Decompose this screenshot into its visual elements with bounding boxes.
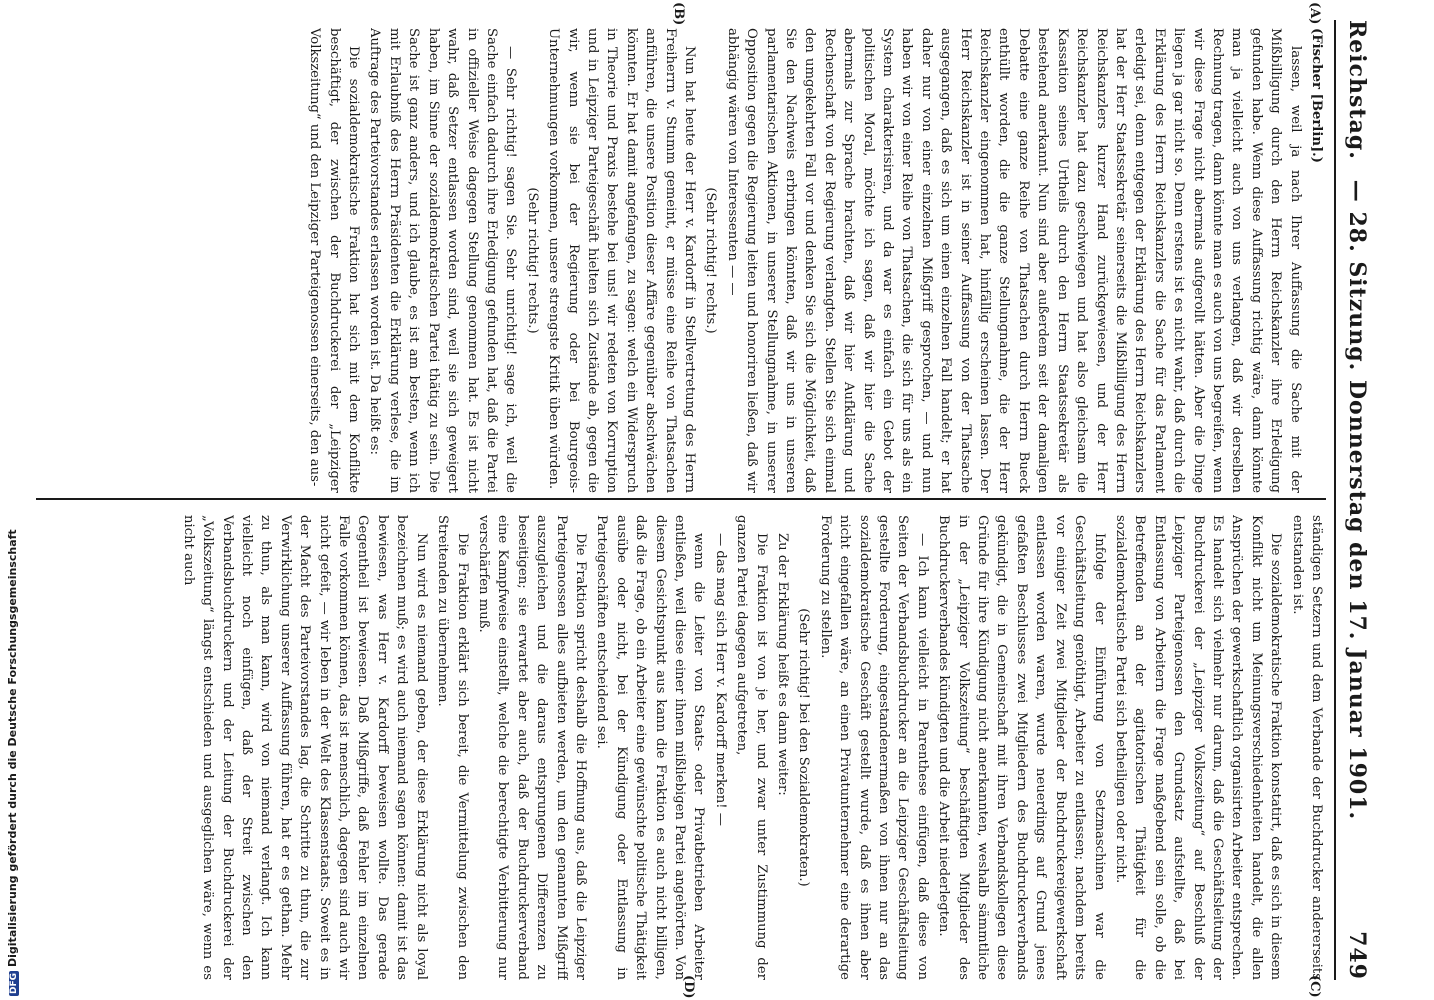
speaker-name: (Fischer [Berlin].) (1309, 28, 1324, 163)
quoted-paragraph: wenn die Leiter von Staats- oder Privatbetrieben Arbeiter entließen, weil diese einer ihnen mißliebigen Partei angehörten. Von diesem Gesichtspunkt aus kann die Fraktion es auch nicht billigen, daß die Frage, ob ein Arbeiter eine gewünschte politische Thätigkeit ausübe oder nicht, bei der Kündigung oder Entlassung in Parteigeschäften entscheidend sei. (594, 515, 707, 980)
body-paragraph: lassen, weil ja nach Ihrer Auffassung die Sache mit der Mißbilligung durch den Herrn Reichskanzler ihre Erledigung gefunden habe. Wenn diese Auffassung richtig wäre, dann könnte man ja vielleicht auch von uns verlangen, daß wir derselben Rechnung tragen, dann könnte man es auch von uns begreifen, wenn wir diese Frage nicht abermals aufgerollt hätten. Aber die Dinge liegen ja gar nicht so. Denn erstens ist es nicht wahr, daß durch die Erklärung des Herrn Reichskanzlers die Sache für das Parlament erledigt sei, denn entgegen der Erklärung des Herrn Reichskanzlers hat der Herr Staatssekretär seinerseits die Mißbilligung des Herrn Reichskanzlers kurzer Hand zurückgewiesen, und der Herr Reichskanzler hat dazu geschwiegen und hat also gleichsam die Kassation seines Urtheils durch den Herrn Staatssekretär als bestehend anerkannt. Nun sind aber außerdem seit der damaligen Debatte eine ganze Reihe von Thatsachen durch Herrn Bueck enthüllt worden, die die ganze Stellungnahme, die der Herr Reichskanzler eingenommen hat, hinfällig erscheinen lassen. Der Herr Reichskanzler ist in seiner Auffassung von der Thatsache ausgegangen, daß es sich um einen einzelnen Fall handelt; er hat daher nur von einer einzelnen Mißgriff gesprochen, — und nun haben wir von einer Reihe von Thatsachen, die sich für uns als ein System charakterisiren, und da war es einfach ein Gebot der politischen Moral, möchte ich sagen, daß wir hier die Sache abermals zur Sprache brachten, daß wir hier Aufklärung und Rechenschaft von der Regierung verlangten. Stellen Sie sich einmal den umgekehrten Fall vor und denken Sie sich die Möglichkeit, daß Sie den Nachweis erbringen könnten, daß wir uns in unseren parlamentarischen Aktionen, in unserer Stellungnahme, in unserer Opposition gegen die Regierung leiten und honoriren ließen, daß wir abhängig wären von Interessenten — — (724, 28, 1303, 493)
body-paragraph: — das mag sich Herr v. Kardorff merken! — (712, 533, 728, 826)
body-paragraph: Zu der Erklärung heißt es dann weiter: (775, 533, 791, 796)
rotated-page (26, 0, 1386, 1000)
left-column (36, 28, 1326, 493)
interjection: (Sehr richtig! rechts.) (524, 187, 540, 334)
page-number: 749 (1344, 931, 1370, 980)
quoted-paragraph: Die Fraktion ist von je her, und zwar unter Zustimmung der ganzen Partei dagegen aufgetreten, (734, 515, 769, 980)
body-paragraph: — Ich kann vielleicht in Parenthese einfügen, daß diese von Seiten der Verbandsbuchdrucker an die Leipziger Geschäftsleitung gestellte Forderung, eingestandenermaßen von ihnen nur an das sozialdemokratische Geschäft gestellt wurde, daß es ihnen aber nicht eingefallen wäre, an einen Privatunternehmer eine derartige Forderung zu stellen. (817, 515, 930, 980)
quoted-paragraph: Infolge der Einführung von Setzmaschinen war die Geschäftsleitung genöthigt, Arbeiter zu entlassen; nachdem bereits vor einiger Zeit zwei Mitglieder der Buchdruckereigewerkschaft entlassen worden waren, wurde neuerdings auf Grund jenes gefaßten Beschlusses zwei Mitgliedern des Buchdruckerverbands gekündigt, die in Gemeinschaft mit ihren Verbandskollegen diese Gründe für ihre Kündigung nicht anerkannten, weshalb sämmtliche in der „Leipziger Volkszeitung“ beschäftigten Mitglieder des Buchdruckerverbandes kündigten und die Arbeit niederlegten. (936, 515, 1107, 980)
body-paragraph: Nun wird es niemand geben, der diese Erklärung nicht als loyal bezeichnen muß; es wird auch niemand sagen können: damit ist das bewiesen, was Herr v. Kardorff beweisen wollte. Das gerade Gegentheil ist bewiesen. Daß Mißgriffe, daß Fehler im einzelnen Falle vorkommen können, das ist menschlich, dagegen sind auch wir nicht gefeit, — wir leben in der Welt des Klassenstaats. Soweit es in der Macht des Parteivorstandes lag, die Schritte zu thun, die zur Verwirklichung unserer Auffassung führen, hat er es gethan. Mehr zu thun, als man kann, wird von niemand verlangt. Ich kann vielleicht noch einfügen, daß der Streit zwischen den Verbandsbuchdruckern und der Leitung der Buchdruckerei der „Volkszeitung“ längst entschieden und ausgeglichen wäre, wenn es nicht auch (180, 515, 429, 980)
dfg-logo-icon: DFG (9, 972, 19, 994)
quoted-paragraph: Die sozialdemokratische Fraktion hat sich mit dem Konflikte beschäftigt, der zwischen der Buchdruckerei der „Leipziger Volkszeitung“ und den Leipziger Parteigenossen einerseits, den aus- (307, 28, 362, 493)
funding-note (6, 0, 26, 996)
page-header (1334, 20, 1376, 980)
header-title: — 28. Sitzung. Donnerstag den 17. Januar 1901. (1344, 179, 1370, 821)
margin-mark-c: (C) (1307, 975, 1322, 998)
body-paragraph: Nun hat heute der Herr v. Kardorff in Stellvertretung des Herrn Freiherrn v. Stumm gemeint, er müsse eine Reihe von Thatsachen anführen, die unsere Position dieser Affäre gegenüber abschwächen könnten. Er hat damit angefangen, zu sagen: welch ein Widerspruch in Theorie und Praxis bestehe bei uns! wir redeten von Korruption und in Leipziger Parteigeschäft hielten sich Zustände ab, gegen die wir, wenn sie bei der Regierung oder bei Bourgeois-Unternehmungen vorkommen, unsere strengste Kritik üben würden. (546, 28, 697, 493)
margin-mark-d: (D) (681, 975, 696, 999)
body-paragraph: — Sehr richtig! sagen Sie. Sehr unrichtig! sage ich, weil die Sache einfach dadurch ihre Erledigung gefunden hat, daß die Partei in offizieller Weise dagegen Stellung genommen hat. Es ist nicht wahr, daß Setzer entlassen worden sind, weil sie sich geweigert haben, im Sinne der sozialdemokratischen Partei thätig zu sein. Die Sache ist ganz anders, und ich glaube, es ist am besten, wenn ich mit Erlaubniß des Herrn Präsidenten die Erklärung verlese, die im Auftrage des Parteivorstandes erlassen worden ist. Da heißt es: (367, 28, 519, 493)
header-left: Reichstag. (1344, 20, 1370, 160)
margin-mark-b: (B) (671, 2, 686, 26)
right-column (36, 515, 1326, 980)
quoted-paragraph: ständigen Setzern und dem Verbande der Buchdrucker andererseits entstanden ist. (1289, 515, 1324, 980)
funding-note-text: Digitalisierung gefördert durch die Deutsche Forschungsgemeinschaft (6, 529, 19, 967)
interjection: (Sehr richtig! bei den Sozialdemokraten.) (796, 608, 812, 887)
quoted-paragraph: Die Fraktion spricht deshalb die Hoffnung aus, daß die Leipziger Parteigenossen alles aufbieten werden, um den genannten Mißgriff auszugleichen und die daraus entsprungenen Differenzen zu beseitigen; sie erwartet aber auch, daß der Buchdruckerverband eine Kampfweise einstellt, welche die berechtigte Verbitterung nur verschärfen muß. (475, 515, 588, 980)
quoted-paragraph: Die sozialdemokratische Fraktion konstatirt, daß es sich in diesem Konflikt nicht um Meinungsverschiedenheiten handelt, die allen Ansprüchen der gewerkschaftlich organisirten Arbeiter entsprechen. Es handelt sich vielmehr nur darum, daß die Geschäftsleitung der Buchdruckerei der „Leipziger Volkszeitung“ auf Beschluß der Leipziger Parteigenossen den Grundsatz aufstellte, daß bei Entlassung von Arbeitern die Frage maßgebend sein solle, ob die Betreffenden an der agitatorischen Thätigkeit für die sozialdemokratische Partei sich betheiligen oder nicht. (1112, 515, 1284, 980)
quoted-paragraph: Die Fraktion erklärt sich bereit, die Vermittelung zwischen den Streitenden zu übernehmen. (435, 515, 470, 980)
interjection: (Sehr richtig! rechts.) (703, 187, 719, 334)
column-divider (36, 498, 1326, 500)
margin-mark-a: (A) (1307, 2, 1322, 25)
